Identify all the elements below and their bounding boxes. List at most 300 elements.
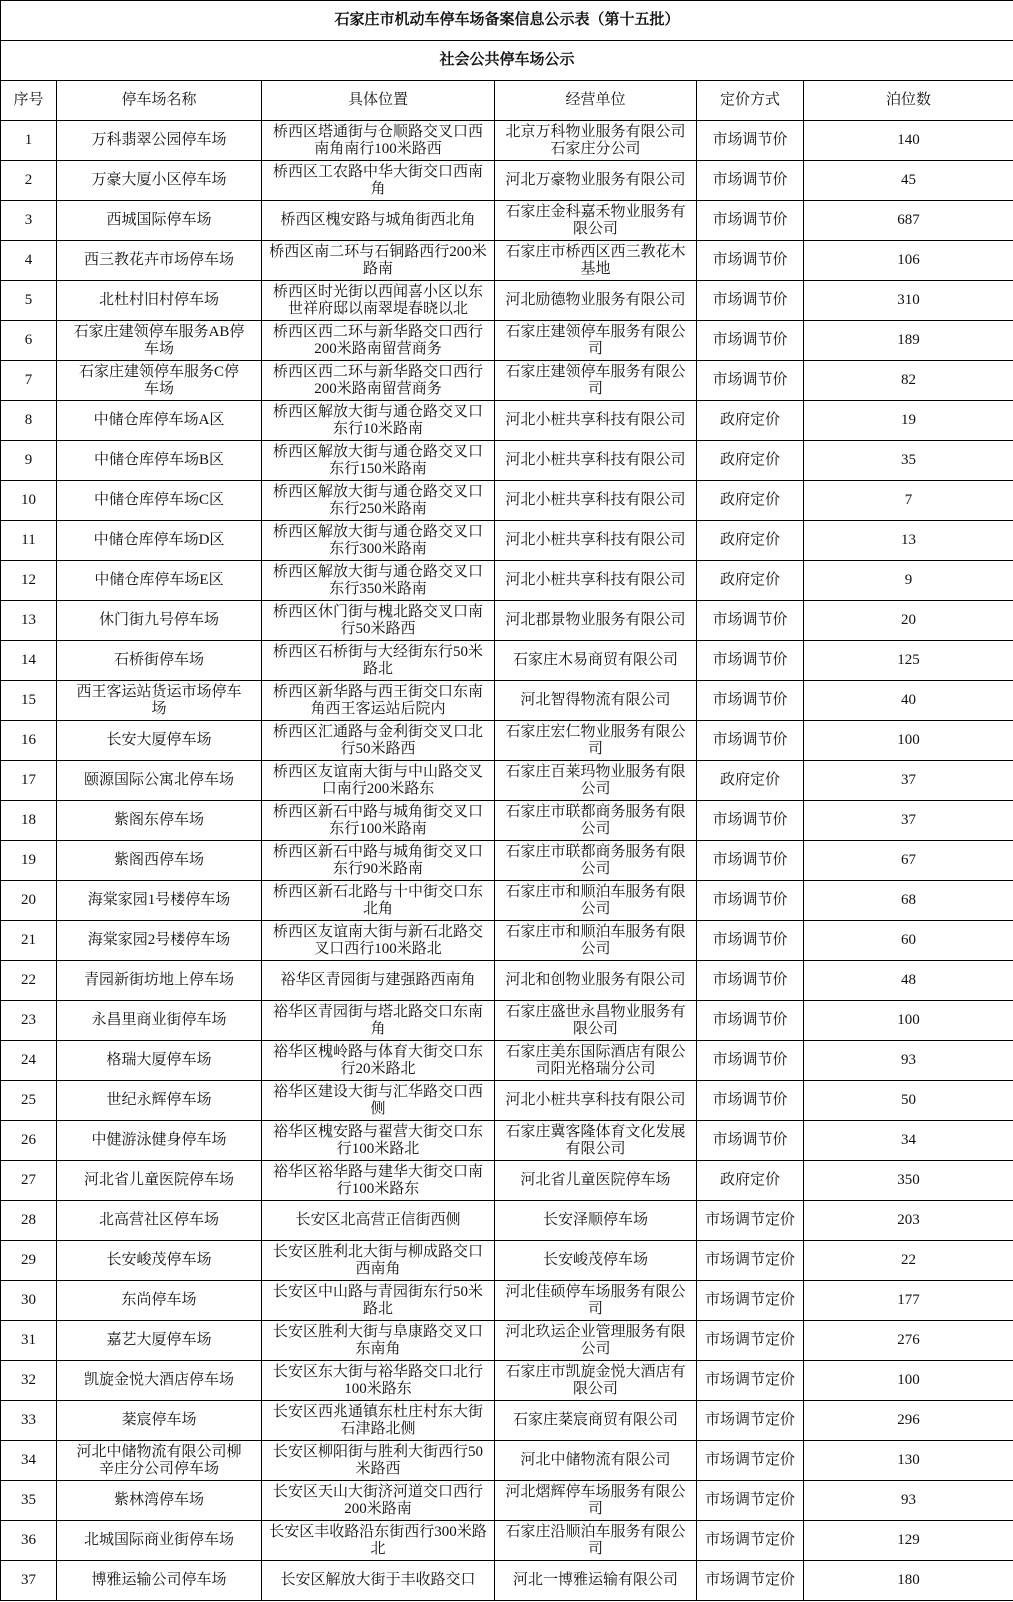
cell-operator <box>495 121 697 161</box>
cell-pricing-text: 市场调节定价 <box>704 1212 795 1228</box>
cell-parking-name <box>57 601 262 641</box>
cell-location <box>262 561 495 601</box>
cell-location <box>262 1161 495 1201</box>
cell-pricing <box>697 321 804 361</box>
cell-spaces-text: 687 <box>897 212 920 228</box>
cell-operator-text: 石家庄美东国际酒店有限公司阳光格瑞分公司 <box>505 1043 686 1077</box>
cell-spaces <box>804 1361 1013 1401</box>
cell-spaces <box>804 481 1013 521</box>
cell-location <box>262 1521 495 1561</box>
cell-spaces-text: 180 <box>897 1572 920 1588</box>
table-row <box>1 161 1013 201</box>
cell-operator <box>495 321 697 361</box>
cell-spaces-text: 40 <box>901 692 917 708</box>
cell-no <box>1 881 57 921</box>
cell-location-text: 桥西区新华路与西王街交口东南角西王客运站后院内 <box>272 683 483 717</box>
cell-location <box>262 1241 495 1281</box>
cell-spaces <box>804 321 1013 361</box>
cell-operator-text: 河北小桩共享科技有限公司 <box>505 412 686 428</box>
cell-operator-text: 石家庄市和顺泊车服务有限公司 <box>505 883 686 917</box>
cell-operator-text: 北京万科物业服务有限公司石家庄分公司 <box>505 123 686 157</box>
cell-pricing <box>697 761 804 801</box>
cell-no-text: 9 <box>24 452 33 468</box>
cell-no <box>1 241 57 281</box>
cell-spaces <box>804 641 1013 681</box>
cell-spaces-text: 37 <box>901 772 917 788</box>
cell-operator <box>495 1401 697 1441</box>
cell-operator <box>495 1121 697 1161</box>
cell-no <box>1 961 57 1001</box>
header-name-label: 停车场名称 <box>121 92 197 108</box>
cell-no <box>1 721 57 761</box>
cell-spaces <box>804 1401 1013 1441</box>
header-name <box>57 81 262 121</box>
cell-pricing <box>697 641 804 681</box>
cell-spaces-text: 310 <box>897 292 920 308</box>
cell-parking-name-text: 石家庄建领停车服务C停车场 <box>78 363 239 397</box>
cell-location-text: 桥西区工农路中华大街交口西南角 <box>272 163 483 197</box>
cell-pricing <box>697 1361 804 1401</box>
cell-location-text: 桥西区西二环与新华路交口西行200米路南留营商务 <box>272 363 483 397</box>
cell-pricing <box>697 681 804 721</box>
cell-parking-name <box>57 281 262 321</box>
cell-operator <box>495 1561 697 1601</box>
cell-spaces-text: 129 <box>897 1532 920 1548</box>
cell-spaces <box>804 681 1013 721</box>
cell-spaces <box>804 1201 1013 1241</box>
cell-location <box>262 1321 495 1361</box>
cell-operator <box>495 1321 697 1361</box>
table-row <box>1 1001 1013 1041</box>
cell-no-text: 33 <box>21 1412 36 1428</box>
cell-no <box>1 1361 57 1401</box>
cell-no <box>1 1121 57 1161</box>
cell-parking-name <box>57 1361 262 1401</box>
cell-location-text: 长安区东大街与裕华路交口北行100米路东 <box>272 1363 483 1397</box>
table-row <box>1 1241 1013 1281</box>
header-spaces-label: 泊位数 <box>886 92 932 108</box>
cell-location-text: 桥西区友谊南大街与中山路交叉口南行200米路东 <box>272 763 483 797</box>
cell-pricing <box>697 521 804 561</box>
section-title <box>1 41 1013 81</box>
cell-pricing-text: 政府定价 <box>719 412 780 428</box>
cell-pricing-text: 市场调节价 <box>712 692 788 708</box>
cell-pricing-text: 市场调节定价 <box>704 1532 795 1548</box>
cell-no-text: 35 <box>21 1492 36 1508</box>
cell-location <box>262 641 495 681</box>
cell-no <box>1 1561 57 1601</box>
cell-pricing <box>697 1121 804 1161</box>
cell-operator <box>495 641 697 681</box>
cell-no-text: 22 <box>21 972 36 988</box>
cell-pricing-text: 政府定价 <box>719 572 780 588</box>
cell-parking-name-text: 海棠家园2号楼停车场 <box>87 932 231 948</box>
cell-parking-name-text: 河北省儿童医院停车场 <box>83 1172 234 1188</box>
cell-no-text: 19 <box>21 852 36 868</box>
cell-spaces-text: 13 <box>901 532 917 548</box>
cell-location <box>262 1401 495 1441</box>
cell-operator <box>495 401 697 441</box>
cell-no <box>1 681 57 721</box>
cell-no-text: 37 <box>21 1572 36 1588</box>
cell-location-text: 裕华区青园街与建强路西南角 <box>280 972 476 988</box>
cell-pricing <box>697 1081 804 1121</box>
cell-parking-name <box>57 961 262 1001</box>
header-spaces <box>804 81 1013 121</box>
cell-location-text: 桥西区石桥街与大经街东行50米路北 <box>272 643 483 677</box>
cell-pricing-text: 政府定价 <box>719 772 780 788</box>
table-title <box>1 1 1013 41</box>
cell-operator-text: 石家庄百莱玛物业服务有限公司 <box>505 763 686 797</box>
cell-operator-text: 河北智得物流有限公司 <box>520 692 671 708</box>
cell-operator-text: 石家庄市凯旋金悦大酒店有限公司 <box>505 1363 686 1397</box>
cell-spaces-text: 296 <box>897 1412 920 1428</box>
cell-spaces-text: 22 <box>901 1252 917 1268</box>
cell-pricing <box>697 281 804 321</box>
cell-location-text: 长安区丰收路沿东街西行300米路北 <box>269 1523 487 1557</box>
table-row <box>1 721 1013 761</box>
cell-spaces <box>804 401 1013 441</box>
cell-parking-name <box>57 1201 262 1241</box>
cell-no-text: 36 <box>21 1532 36 1548</box>
cell-location <box>262 161 495 201</box>
cell-location <box>262 601 495 641</box>
cell-no <box>1 1481 57 1521</box>
cell-no-text: 5 <box>24 292 33 308</box>
table-title-text: 石家庄市机动车停车场备案信息公示表（第十五批） <box>334 12 680 28</box>
cell-parking-name-text: 北杜村旧村停车场 <box>98 292 219 308</box>
cell-spaces <box>804 601 1013 641</box>
cell-spaces <box>804 521 1013 561</box>
cell-parking-name <box>57 881 262 921</box>
cell-operator-text: 河北佳硕停车场服务有限公司 <box>505 1283 686 1317</box>
cell-parking-name <box>57 1121 262 1161</box>
cell-spaces-text: 67 <box>901 852 917 868</box>
cell-location <box>262 1121 495 1161</box>
cell-operator <box>495 561 697 601</box>
cell-spaces <box>804 921 1013 961</box>
cell-spaces-text: 37 <box>901 812 917 828</box>
cell-pricing-text: 市场调节价 <box>712 612 788 628</box>
cell-parking-name-text: 中储仓库停车场B区 <box>93 452 224 468</box>
cell-operator-text: 河北省儿童医院停车场 <box>520 1172 671 1188</box>
cell-location <box>262 761 495 801</box>
cell-location-text: 长安区天山大街济河道交口西行200米路南 <box>272 1483 483 1517</box>
cell-no <box>1 1041 57 1081</box>
cell-no <box>1 761 57 801</box>
cell-parking-name-text: 博雅运输公司停车场 <box>91 1572 227 1588</box>
cell-pricing-text: 市场调节价 <box>712 732 788 748</box>
cell-pricing <box>697 1281 804 1321</box>
table-row <box>1 121 1013 161</box>
cell-location <box>262 1001 495 1041</box>
cell-parking-name-text: 北城国际商业街停车场 <box>83 1532 234 1548</box>
cell-spaces <box>804 1041 1013 1081</box>
cell-operator-text: 河北小桩共享科技有限公司 <box>505 492 686 508</box>
cell-location-text: 桥西区新石北路与十中街交口东北角 <box>272 883 483 917</box>
cell-location <box>262 201 495 241</box>
cell-location <box>262 921 495 961</box>
cell-operator <box>495 1201 697 1241</box>
cell-no <box>1 601 57 641</box>
cell-location-text: 长安区西兆通镇东杜庄村东大街石津路北侧 <box>272 1403 483 1437</box>
cell-pricing <box>697 1561 804 1601</box>
table-row <box>1 281 1013 321</box>
cell-spaces <box>804 1121 1013 1161</box>
cell-parking-name-text: 中储仓库停车场C区 <box>93 492 224 508</box>
header-location-label: 具体位置 <box>347 92 408 108</box>
cell-no-text: 6 <box>24 332 33 348</box>
cell-parking-name <box>57 521 262 561</box>
cell-location <box>262 241 495 281</box>
cell-parking-name <box>57 1561 262 1601</box>
cell-no <box>1 201 57 241</box>
cell-location-text: 桥西区新石中路与城角街交叉口东行90米路南 <box>272 843 483 877</box>
header-location <box>262 81 495 121</box>
cell-location-text: 桥西区解放大街与通仓路交叉口东行10米路南 <box>272 403 483 437</box>
cell-operator-text: 河北中储物流有限公司 <box>520 1452 671 1468</box>
cell-parking-name <box>57 121 262 161</box>
cell-spaces-text: 100 <box>897 1012 920 1028</box>
cell-operator <box>495 761 697 801</box>
cell-spaces <box>804 121 1013 161</box>
cell-pricing-text: 市场调节价 <box>712 852 788 868</box>
cell-parking-name-text: 颐源国际公寓北停车场 <box>83 772 234 788</box>
cell-no <box>1 841 57 881</box>
cell-no-text: 25 <box>21 1092 36 1108</box>
header-operator-label: 经营单位 <box>565 92 626 108</box>
cell-location-text: 裕华区槐安路与翟营大街交口东行100米路北 <box>272 1123 483 1157</box>
cell-spaces <box>804 441 1013 481</box>
cell-parking-name-text: 长安峻茂停车场 <box>106 1252 212 1268</box>
cell-operator-text: 河北一博雅运输有限公司 <box>512 1572 678 1588</box>
cell-spaces-text: 100 <box>897 732 920 748</box>
cell-pricing <box>697 1321 804 1361</box>
cell-operator-text: 河北和创物业服务有限公司 <box>505 972 686 988</box>
cell-spaces-text: 177 <box>897 1292 920 1308</box>
cell-pricing <box>697 721 804 761</box>
cell-parking-name <box>57 561 262 601</box>
cell-spaces <box>804 1561 1013 1601</box>
cell-location-text: 桥西区解放大街与通仓路交叉口东行150米路南 <box>272 443 483 477</box>
cell-pricing <box>697 241 804 281</box>
cell-parking-name-text: 石家庄建领停车服务AB停车场 <box>73 323 245 357</box>
cell-location-text: 长安区北高营正信街西侧 <box>295 1212 461 1228</box>
cell-spaces-text: 125 <box>897 652 920 668</box>
cell-spaces-text: 106 <box>897 252 920 268</box>
cell-operator <box>495 1281 697 1321</box>
cell-parking-name-text: 中储仓库停车场E区 <box>94 572 224 588</box>
cell-parking-name <box>57 1241 262 1281</box>
cell-parking-name-text: 嘉艺大厦停车场 <box>106 1332 212 1348</box>
table-row <box>1 1401 1013 1441</box>
cell-operator <box>495 881 697 921</box>
table-row <box>1 961 1013 1001</box>
cell-operator-text: 河北小桩共享科技有限公司 <box>505 452 686 468</box>
table-row <box>1 881 1013 921</box>
cell-spaces-text: 93 <box>901 1492 917 1508</box>
cell-spaces-text: 34 <box>901 1132 917 1148</box>
cell-parking-name-text: 西三教花卉市场停车场 <box>83 252 234 268</box>
cell-parking-name-text: 世纪永辉停车场 <box>106 1092 212 1108</box>
cell-operator <box>495 841 697 881</box>
cell-no-text: 12 <box>21 572 36 588</box>
cell-location <box>262 721 495 761</box>
cell-pricing-text: 市场调节价 <box>712 132 788 148</box>
cell-location <box>262 1441 495 1481</box>
cell-pricing-text: 市场调节价 <box>712 172 788 188</box>
cell-parking-name-text: 中储仓库停车场A区 <box>93 412 225 428</box>
cell-location-text: 桥西区塔通街与仓顺路交叉口西南角南行100米路西 <box>272 123 483 157</box>
cell-spaces-text: 60 <box>901 932 917 948</box>
cell-spaces-text: 68 <box>901 892 917 908</box>
cell-operator-text: 长安峻茂停车场 <box>542 1252 648 1268</box>
cell-location-text: 桥西区汇通路与金利街交叉口北行50米路西 <box>272 723 483 757</box>
cell-parking-name-text: 紫林湾停车场 <box>113 1492 204 1508</box>
cell-parking-name <box>57 401 262 441</box>
cell-no-text: 26 <box>21 1132 36 1148</box>
cell-operator <box>495 161 697 201</box>
cell-spaces-text: 130 <box>897 1452 920 1468</box>
cell-no-text: 28 <box>21 1212 36 1228</box>
cell-parking-name-text: 万豪大厦小区停车场 <box>91 172 227 188</box>
cell-no-text: 29 <box>21 1252 36 1268</box>
cell-parking-name-text: 棻宸停车场 <box>121 1412 197 1428</box>
table-row <box>1 1321 1013 1361</box>
cell-no <box>1 1241 57 1281</box>
cell-no <box>1 361 57 401</box>
cell-no-text: 18 <box>21 812 36 828</box>
cell-spaces <box>804 801 1013 841</box>
cell-pricing-text: 市场调节价 <box>712 932 788 948</box>
cell-operator <box>495 361 697 401</box>
cell-location-text: 长安区胜利大街与阜康路交叉口东南角 <box>272 1323 483 1357</box>
cell-spaces <box>804 1081 1013 1121</box>
cell-pricing <box>697 1161 804 1201</box>
cell-parking-name <box>57 201 262 241</box>
cell-pricing <box>697 1001 804 1041</box>
cell-pricing-text: 市场调节定价 <box>704 1452 795 1468</box>
cell-parking-name <box>57 1161 262 1201</box>
cell-parking-name <box>57 1001 262 1041</box>
cell-pricing-text: 市场调节定价 <box>704 1332 795 1348</box>
cell-location <box>262 1281 495 1321</box>
cell-pricing-text: 市场调节价 <box>712 372 788 388</box>
cell-pricing <box>697 1481 804 1521</box>
cell-pricing-text: 市场调节价 <box>712 1052 788 1068</box>
cell-operator <box>495 1081 697 1121</box>
cell-no-text: 21 <box>21 932 36 948</box>
cell-location <box>262 681 495 721</box>
table-row <box>1 201 1013 241</box>
cell-spaces-text: 100 <box>897 1372 920 1388</box>
cell-parking-name-text: 永昌里商业街停车场 <box>91 1012 227 1028</box>
cell-parking-name-text: 东尚停车场 <box>121 1292 197 1308</box>
cell-operator <box>495 721 697 761</box>
cell-parking-name <box>57 1281 262 1321</box>
cell-operator-text: 石家庄金科嘉禾物业服务有限公司 <box>505 203 686 237</box>
cell-location <box>262 1361 495 1401</box>
cell-no-text: 1 <box>24 132 33 148</box>
table-row <box>1 1361 1013 1401</box>
cell-spaces-text: 350 <box>897 1172 920 1188</box>
table-row <box>1 1281 1013 1321</box>
cell-location-text: 桥西区休门街与槐北路交叉口南行50米路西 <box>272 603 483 637</box>
header-pricing <box>697 81 804 121</box>
cell-operator-text: 河北励德物业服务有限公司 <box>505 292 686 308</box>
cell-location-text: 桥西区解放大街与通仓路交叉口东行300米路南 <box>272 523 483 557</box>
cell-pricing-text: 政府定价 <box>719 1172 780 1188</box>
cell-pricing-text: 市场调节价 <box>712 972 788 988</box>
cell-operator <box>495 281 697 321</box>
cell-spaces <box>804 161 1013 201</box>
table-row <box>1 401 1013 441</box>
cell-parking-name-text: 紫阁西停车场 <box>113 852 204 868</box>
cell-parking-name <box>57 641 262 681</box>
cell-location <box>262 321 495 361</box>
cell-operator <box>495 681 697 721</box>
cell-parking-name-text: 中健游泳健身停车场 <box>91 1132 227 1148</box>
cell-location-text: 桥西区槐安路与城角街西北角 <box>280 212 476 228</box>
cell-parking-name-text: 海棠家园1号楼停车场 <box>87 892 231 908</box>
cell-operator <box>495 1441 697 1481</box>
table-row <box>1 1161 1013 1201</box>
cell-operator-text: 石家庄市和顺泊车服务有限公司 <box>505 923 686 957</box>
cell-operator-text: 河北熠辉停车场服务有限公司 <box>505 1483 686 1517</box>
cell-parking-name <box>57 1441 262 1481</box>
cell-spaces <box>804 881 1013 921</box>
table-row <box>1 1041 1013 1081</box>
table-row <box>1 601 1013 641</box>
cell-pricing-text: 市场调节价 <box>712 1092 788 1108</box>
cell-no <box>1 801 57 841</box>
table-row <box>1 521 1013 561</box>
table-row <box>1 681 1013 721</box>
cell-parking-name-text: 凯旋金悦大酒店停车场 <box>83 1372 234 1388</box>
cell-spaces-text: 203 <box>897 1212 920 1228</box>
table-row <box>1 1201 1013 1241</box>
cell-location <box>262 281 495 321</box>
cell-no-text: 2 <box>24 172 33 188</box>
cell-location <box>262 1481 495 1521</box>
cell-parking-name-text: 西王客运站货运市场停车场 <box>76 683 242 717</box>
cell-parking-name-text: 石桥街停车场 <box>113 652 204 668</box>
cell-pricing-text: 市场调节定价 <box>704 1292 795 1308</box>
cell-location-text: 桥西区南二环与石铜路西行200米路南 <box>269 243 487 277</box>
cell-parking-name <box>57 761 262 801</box>
cell-operator-text: 石家庄市联都商务服务有限公司 <box>505 803 686 837</box>
cell-parking-name <box>57 721 262 761</box>
cell-operator-text: 石家庄木易商贸有限公司 <box>512 652 678 668</box>
cell-no-text: 14 <box>21 652 36 668</box>
cell-spaces-text: 140 <box>897 132 920 148</box>
cell-spaces <box>804 561 1013 601</box>
cell-parking-name-text: 中储仓库停车场D区 <box>93 532 225 548</box>
cell-parking-name <box>57 361 262 401</box>
cell-location-text: 桥西区西二环与新华路交口西行200米路南留营商务 <box>272 323 483 357</box>
cell-spaces <box>804 721 1013 761</box>
cell-location <box>262 1081 495 1121</box>
cell-spaces-text: 7 <box>904 492 913 508</box>
cell-no-text: 23 <box>21 1012 36 1028</box>
cell-pricing-text: 市场调节价 <box>712 332 788 348</box>
cell-pricing <box>697 561 804 601</box>
title-row <box>1 1 1013 41</box>
cell-operator <box>495 601 697 641</box>
cell-operator <box>495 921 697 961</box>
cell-pricing <box>697 1441 804 1481</box>
cell-location <box>262 121 495 161</box>
